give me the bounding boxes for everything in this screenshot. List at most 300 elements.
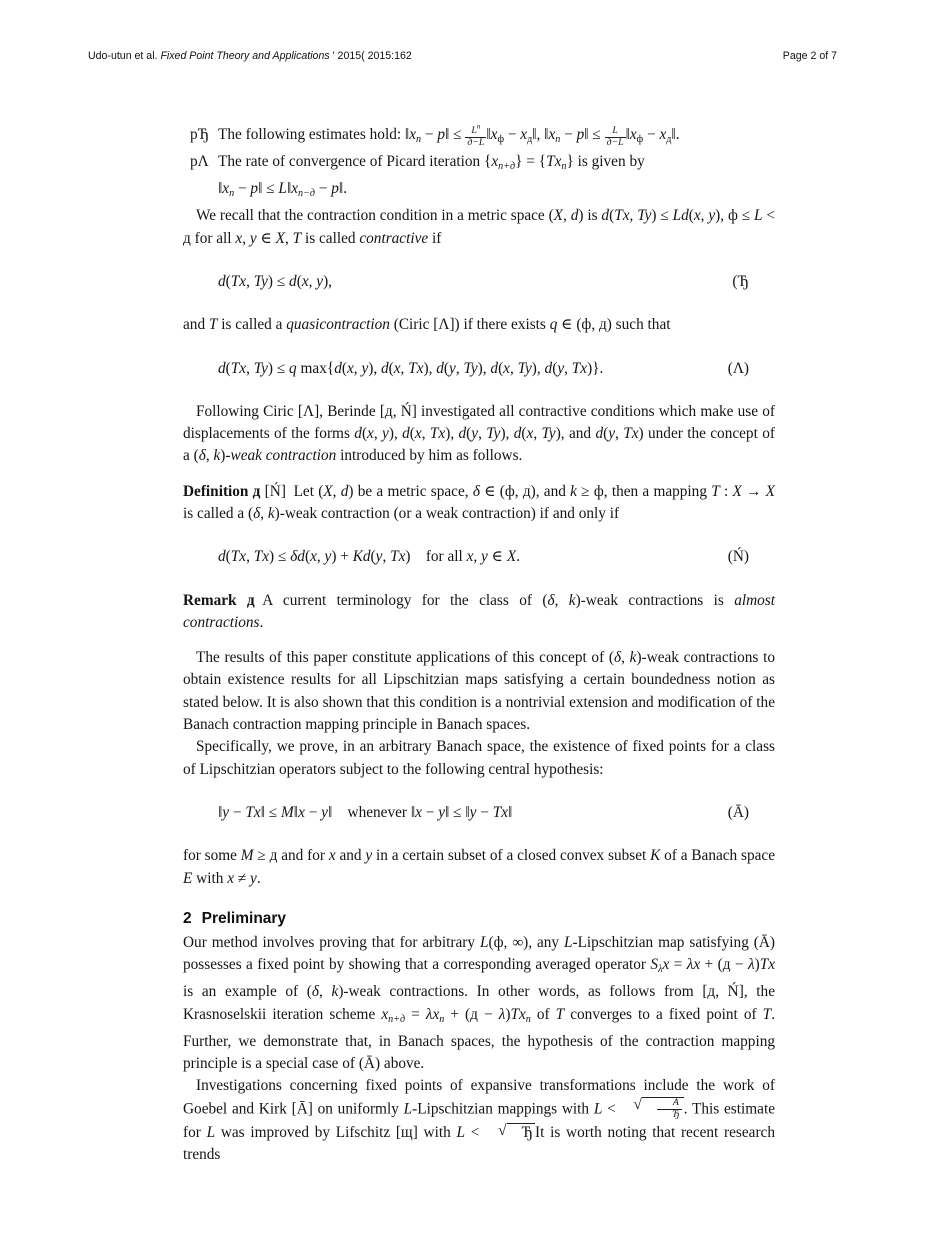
paragraph xyxy=(183,481,775,526)
text-run: k xyxy=(629,649,637,667)
text-run: x xyxy=(491,153,499,171)
text-run: y xyxy=(608,425,616,443)
text-run: d xyxy=(595,425,604,443)
text-run: ф xyxy=(636,133,644,145)
display-equation xyxy=(183,358,775,380)
text-run: T xyxy=(208,316,218,334)
text-run: weak contraction xyxy=(230,447,337,465)
text-run: ( xyxy=(341,359,347,377)
text-run: The results of this paper constitute applications of this concept of ( xyxy=(196,649,614,667)
text-run: We recall that the contraction condition in a metric space ( xyxy=(196,207,554,225)
list-item-text xyxy=(218,124,775,151)
text-run: ∈ (ф, д) such that xyxy=(557,316,671,334)
text-run: x xyxy=(414,425,422,443)
text-run: , xyxy=(353,359,362,377)
text-run: x xyxy=(466,548,474,566)
text-run: quasicontraction xyxy=(286,316,390,334)
text-run: x xyxy=(381,1005,389,1023)
text-run: ), xyxy=(477,359,491,377)
text-run: max{ xyxy=(296,359,335,377)
text-run: ∈ xyxy=(256,229,276,247)
text-run: ≥ ф, then a mapping xyxy=(576,482,712,500)
page-header xyxy=(88,50,837,62)
text-run: ), xyxy=(423,359,437,377)
list-item-text xyxy=(218,151,775,178)
text-run: [Ń] Let ( xyxy=(260,482,324,500)
equation-body xyxy=(218,271,720,293)
radical: √ $\frac{Ā}{Ђ}$ xyxy=(621,1097,684,1121)
text-run: Following Ciric [Λ], Berinde [д, Ń] investigated all contractive conditions which make use of displacements of the forms xyxy=(183,402,775,443)
equation-number: (Λ) xyxy=(727,359,749,377)
text-run: y xyxy=(321,803,328,821)
text-run: L xyxy=(456,1123,465,1141)
text-run: ‖ xyxy=(218,180,223,198)
text-run: δ xyxy=(311,983,320,1001)
text-run: d xyxy=(380,359,389,377)
text-run: ) ≤ xyxy=(651,207,673,225)
text-run: x xyxy=(301,272,309,290)
text-run: . Further, we demonstrate that, in Banach spaces, the hypothesis of the contraction mapping principle is a special case of (Ā) above. xyxy=(183,1005,776,1072)
text-run: Ld xyxy=(672,207,689,225)
text-run: ), and xyxy=(555,425,596,443)
text-run: if xyxy=(428,229,442,247)
text-run: , xyxy=(621,649,630,667)
text-run: It is worth noting that recent research trends xyxy=(183,1123,775,1163)
text-run: ‖ xyxy=(625,126,630,143)
text-run: The rate of convergence of Picard iteration { xyxy=(218,153,492,171)
text-run: d xyxy=(458,425,467,443)
continuation-line xyxy=(183,178,775,205)
text-run: ), xyxy=(323,272,332,290)
text-run: + (д − xyxy=(444,1005,499,1023)
text-run: )}. xyxy=(587,359,604,377)
text-run: introduced by him as follows. xyxy=(336,447,523,465)
text-run: δ xyxy=(198,447,206,465)
header-authors: Udo-utun et al. xyxy=(88,50,161,62)
text-run: -Lipschitzian mappings with xyxy=(412,1100,594,1118)
text-run: n+д xyxy=(388,1013,406,1025)
text-run: δ xyxy=(547,591,555,609)
text-run: , xyxy=(308,272,317,290)
text-run: Tx xyxy=(408,359,424,377)
text-run: n+д xyxy=(498,160,516,172)
text-run: d xyxy=(570,207,579,225)
header-citation: ' 2015( 2015:162 xyxy=(329,50,412,62)
text-run: ‖ ≤ ‖ xyxy=(445,803,470,821)
text-run: Specifically, we prove, in an arbitrary Banach space, the existence of fixed points for a class of Lipschitzian operators subject to the following central hypothesis: xyxy=(183,738,775,778)
text-run: d xyxy=(490,359,499,377)
text-run: k xyxy=(331,983,339,1001)
section-heading xyxy=(183,908,775,930)
text-run: y xyxy=(471,425,479,443)
text-run: converges to a fixed point of xyxy=(564,1005,763,1023)
text-run: Ty xyxy=(637,207,652,225)
text-run: L xyxy=(278,180,287,198)
text-run: ) for all xyxy=(405,548,467,566)
text-run: Tx xyxy=(546,153,562,171)
text-run: ( xyxy=(466,425,472,443)
text-run: n xyxy=(416,133,422,145)
text-run: p xyxy=(576,126,585,143)
text-run: )-weak contractions is xyxy=(575,591,735,609)
text-run: d xyxy=(218,359,226,377)
text-run: Investigations concerning fixed points of expansive transformations include the work of Goebel and Kirk [Ā] on uniformly xyxy=(183,1077,775,1118)
text-run: S xyxy=(650,956,659,974)
equation-number: (Ђ xyxy=(732,272,749,290)
text-run: q xyxy=(289,359,297,377)
text-run: x xyxy=(662,956,670,974)
text-run: , xyxy=(421,425,430,443)
text-run: , xyxy=(284,229,293,247)
list-marker: pЂ xyxy=(190,126,210,143)
text-run: , xyxy=(246,548,254,566)
text-run: ‖ xyxy=(508,803,513,821)
text-run: , xyxy=(563,207,571,225)
text-run: T xyxy=(711,482,720,500)
text-run: Tx xyxy=(510,1005,526,1023)
text-run: d xyxy=(544,359,553,377)
display-equation xyxy=(183,546,775,568)
text-run: д xyxy=(527,133,533,145)
text-run: X xyxy=(506,548,517,566)
text-run: X xyxy=(275,229,285,247)
text-run: is called a ( xyxy=(183,505,254,522)
text-run: Remark д xyxy=(183,591,255,609)
text-run: y xyxy=(481,548,488,566)
text-run: k xyxy=(213,447,221,465)
text-run: δ xyxy=(472,482,480,500)
text-run: L xyxy=(403,1100,413,1118)
text-run: E xyxy=(183,869,193,887)
section-title: Preliminary xyxy=(201,909,287,927)
text-run: Tx xyxy=(390,548,406,566)
text-run: L xyxy=(563,933,573,951)
text-run: x xyxy=(659,126,667,143)
inline-fraction: $\frac{Ā}{Ђ}$ xyxy=(657,1098,682,1121)
text-run: δd xyxy=(290,548,305,566)
inline-fraction: $\frac{L^n}{д-L}$ xyxy=(467,122,485,149)
text-run: y xyxy=(557,359,565,377)
text-run: is an example of ( xyxy=(183,983,312,1001)
running-title xyxy=(88,50,412,62)
text-run: ), xyxy=(500,425,514,443)
text-run: ‖ xyxy=(486,126,491,143)
text-run: ‖ xyxy=(286,180,292,198)
text-run: − xyxy=(643,126,660,143)
text-run: ( xyxy=(296,272,302,290)
text-run: y xyxy=(222,803,230,821)
radical: √ Ђ xyxy=(498,1121,534,1141)
text-run: ∈ (ф, д), and xyxy=(479,482,571,500)
text-run: n xyxy=(229,188,235,200)
text-run: x xyxy=(393,359,401,377)
text-run: y xyxy=(382,425,389,443)
text-run: , xyxy=(246,359,254,377)
text-run: ) + xyxy=(331,548,353,566)
text-run: x xyxy=(693,207,701,225)
header-journal-title: Fixed Point Theory and Applications xyxy=(160,50,330,62)
text-run: Tx xyxy=(759,956,775,974)
text-run: − xyxy=(476,803,493,821)
text-run: ) ≤ xyxy=(267,272,290,290)
text-run: x xyxy=(328,847,336,865)
text-run: n xyxy=(439,1013,445,1025)
text-run: ) xyxy=(754,956,760,974)
text-run: ( xyxy=(521,425,527,443)
text-run: ) under the concept of a ( xyxy=(183,425,775,465)
text-run: . xyxy=(516,548,521,566)
text-run: x xyxy=(520,126,528,143)
text-run: is called a xyxy=(217,316,287,334)
text-run: ( xyxy=(552,359,558,377)
paragraph xyxy=(183,401,775,468)
text-run: d xyxy=(218,272,226,290)
text-run: ‖ ≤ xyxy=(260,803,282,821)
text-run: p xyxy=(331,180,339,198)
text-run: Tx xyxy=(253,548,270,566)
text-run: ), xyxy=(388,425,403,443)
text-run: + (д − xyxy=(700,956,748,974)
text-run: y xyxy=(708,207,716,225)
text-run: Tx xyxy=(571,359,588,377)
text-run: Our method involves proving that for arbitrary xyxy=(183,933,480,951)
text-run: δ xyxy=(613,649,622,667)
text-run: n xyxy=(525,1013,531,1025)
text-run: x xyxy=(548,126,556,143)
text-run: , xyxy=(242,229,250,247)
page-number: Page 2 of 7 xyxy=(782,50,837,62)
text-run: )-weak contraction (or a weak contraction) if and only if xyxy=(274,505,620,522)
equation-body xyxy=(218,802,716,824)
text-run: (ф, ∞), any xyxy=(488,933,564,951)
text-run: d xyxy=(513,425,522,443)
equation-number: (Ā) xyxy=(727,803,749,821)
text-run: ( xyxy=(688,207,694,225)
text-run: Ty xyxy=(517,359,532,377)
text-run: with xyxy=(192,869,228,887)
text-run: Tx xyxy=(230,272,247,290)
text-run: ), xyxy=(445,425,459,443)
text-run: and xyxy=(183,316,209,334)
text-run: X xyxy=(732,482,742,500)
text-run: ‖. xyxy=(671,126,680,143)
text-run: Ty xyxy=(253,272,268,290)
text-run: y xyxy=(365,847,373,865)
text-run: ( xyxy=(225,359,231,377)
text-run: y xyxy=(469,803,477,821)
text-run: , xyxy=(554,591,569,609)
text-run: Kd xyxy=(352,548,371,566)
text-run: , xyxy=(382,548,391,566)
text-run: x xyxy=(222,180,230,198)
text-run: ) xyxy=(505,1005,511,1023)
text-run: Ty xyxy=(541,425,556,443)
text-run: x xyxy=(367,425,374,443)
text-run: ≠ xyxy=(234,869,251,887)
text-run: n xyxy=(555,133,561,145)
text-run: ‖ ≤ xyxy=(445,126,466,143)
paragraph xyxy=(183,590,775,635)
text-run: ( xyxy=(225,272,231,290)
text-run: Definition д xyxy=(183,482,261,500)
text-run: of a Banach space xyxy=(660,847,775,865)
text-run: Ty xyxy=(486,425,501,443)
text-run: y xyxy=(375,548,383,566)
text-run: Tx xyxy=(623,425,639,443)
text-run: d xyxy=(354,425,362,443)
text-run: p xyxy=(250,180,259,198)
text-run: , xyxy=(316,548,325,566)
text-run: The following estimates hold: ‖ xyxy=(218,126,410,143)
text-run: k xyxy=(267,505,275,522)
text-run: ( xyxy=(361,425,368,443)
text-run: )-weak contractions to obtain existence results for all Lipschitzian maps satisfying a certain boundedness notion as stated below. It is also shown that this condition is a nontrivial extension and modification of the Banach contraction mapping principle in Banach spaces. xyxy=(183,649,775,734)
text-run: , xyxy=(205,447,214,465)
inline-fraction: $\frac{L}{д-L}$ xyxy=(606,125,624,149)
text-run: ‖ whenever ‖ xyxy=(327,803,416,821)
text-run: contractive xyxy=(359,229,429,247)
text-run: − xyxy=(314,180,332,198)
text-run: L xyxy=(206,1123,216,1141)
text-run: Ty xyxy=(253,359,268,377)
text-run: . xyxy=(256,869,261,887)
text-run: y xyxy=(249,229,257,247)
text-run: ), xyxy=(531,359,545,377)
text-run: , xyxy=(629,207,638,225)
text-run: x xyxy=(629,126,637,143)
article-body xyxy=(183,124,775,1166)
text-run: ( xyxy=(443,359,450,377)
text-run: X xyxy=(553,207,564,225)
text-run: T xyxy=(292,229,302,247)
text-run: d xyxy=(218,548,226,566)
text-run: ( xyxy=(609,207,615,225)
text-run: x xyxy=(409,126,417,143)
text-run: x xyxy=(227,869,234,887)
text-run: ‖ ≤ xyxy=(258,180,279,198)
text-run: x xyxy=(291,180,299,198)
text-run: x xyxy=(415,803,422,821)
text-run: )- xyxy=(220,447,231,465)
text-run: λx xyxy=(425,1005,440,1023)
text-run: d xyxy=(601,207,610,225)
text-run: d xyxy=(340,482,349,500)
text-run: d xyxy=(334,359,342,377)
text-run: d xyxy=(402,425,410,443)
text-run: ( xyxy=(225,548,231,566)
text-run: Tx xyxy=(492,803,509,821)
text-run: Tx xyxy=(429,425,446,443)
text-run: ( xyxy=(370,548,376,566)
text-run: ‖ ≤ xyxy=(584,126,605,143)
text-run: of xyxy=(530,1005,556,1023)
list-marker: pΛ xyxy=(190,153,209,171)
equation-body xyxy=(218,546,716,568)
text-run: ‖. xyxy=(338,180,348,198)
display-equation xyxy=(183,271,775,293)
text-run: x xyxy=(235,229,243,247)
text-run: almost contractions xyxy=(183,591,775,631)
text-run: ‖ xyxy=(218,803,223,821)
text-run: y xyxy=(324,548,332,566)
text-run: ( xyxy=(409,425,415,443)
text-run: Tx xyxy=(245,803,261,821)
text-run: L xyxy=(593,1100,603,1118)
text-run: Ђ xyxy=(521,1123,534,1141)
text-run: T xyxy=(762,1005,772,1023)
display-equation xyxy=(183,802,775,824)
text-run: , xyxy=(455,359,464,377)
text-run: , xyxy=(478,425,487,443)
text-run: − xyxy=(421,803,439,821)
text-run: ‖ xyxy=(293,803,299,821)
paragraph xyxy=(183,647,775,736)
text-run: y xyxy=(250,869,257,887)
text-run: − xyxy=(503,126,521,143)
text-run: − xyxy=(234,180,251,198)
text-run: q xyxy=(549,316,558,334)
text-run: − xyxy=(421,126,438,143)
text-run: < д for all xyxy=(183,207,776,247)
text-run: ), xyxy=(368,359,381,377)
text-run: < xyxy=(465,1123,486,1141)
text-run: δ xyxy=(253,505,261,522)
text-run: y xyxy=(449,359,456,377)
text-run: X xyxy=(323,482,333,500)
text-run: , xyxy=(332,482,341,500)
paragraph xyxy=(183,314,775,336)
text-run: , xyxy=(373,425,383,443)
text-run: − xyxy=(560,126,577,143)
text-run: x xyxy=(346,359,354,377)
text-run: Tx xyxy=(614,207,630,225)
text-run: : xyxy=(719,482,733,500)
text-run: x xyxy=(490,126,498,143)
text-run: (Ciric [Λ]) if there exists xyxy=(389,316,550,334)
text-run: ) ≤ xyxy=(269,548,291,566)
list-item xyxy=(183,151,775,178)
text-run: X xyxy=(765,482,775,500)
text-run: k xyxy=(570,482,577,500)
text-run: < xyxy=(602,1100,621,1118)
text-run: y xyxy=(361,359,369,377)
text-run: , xyxy=(700,207,709,225)
text-run: , xyxy=(319,983,332,1001)
paragraph xyxy=(183,932,775,1075)
text-run: . xyxy=(259,613,264,631)
text-run: is called xyxy=(301,229,360,247)
text-run: ( xyxy=(304,548,311,566)
text-run: } is given by xyxy=(566,153,645,171)
text-run: ≥ д and for xyxy=(253,847,329,865)
text-run: , xyxy=(246,272,254,290)
text-run: Tx xyxy=(230,548,247,566)
text-run: . This estimate for xyxy=(183,1100,775,1141)
text-run: ) is xyxy=(578,207,602,225)
text-run: x xyxy=(298,803,305,821)
text-run: − xyxy=(229,803,246,821)
text-run: -Lipschitzian map satisfying (Ā) possesses a fixed point by showing that a corresponding averaged operator xyxy=(183,933,775,974)
text-run: x xyxy=(526,425,534,443)
text-run: ), ф ≤ xyxy=(715,207,754,225)
paragraph xyxy=(183,736,775,781)
text-run: , xyxy=(509,359,518,377)
list-item xyxy=(183,124,775,151)
text-run: n−д xyxy=(298,188,315,200)
text-run: } = { xyxy=(515,153,547,171)
paragraph xyxy=(183,845,775,890)
text-run: ( xyxy=(498,359,504,377)
